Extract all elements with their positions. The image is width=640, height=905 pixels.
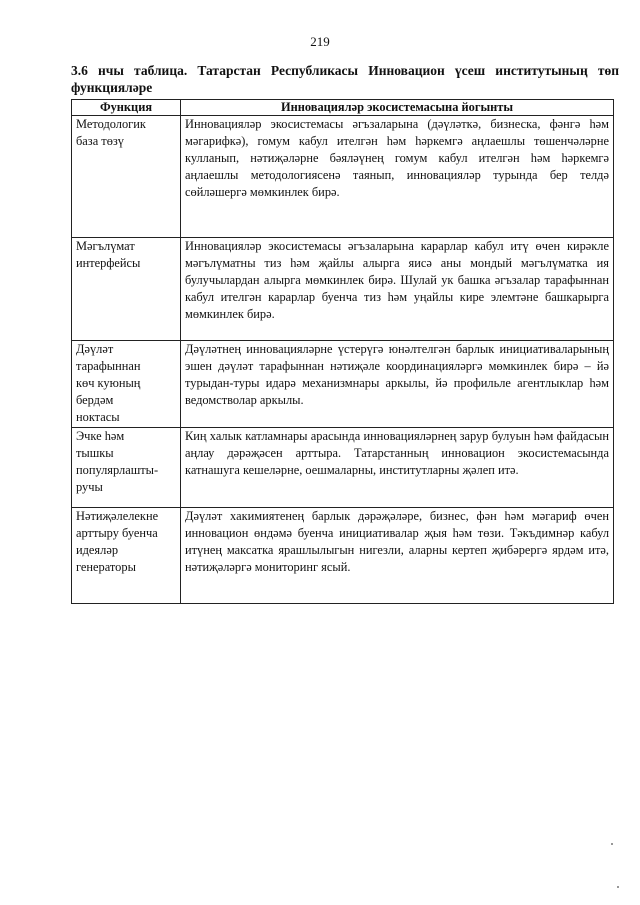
table-row	[72, 341, 614, 428]
function-cell	[72, 428, 181, 508]
function-line: көч куюның	[76, 376, 141, 390]
function-line: Эчке һәм	[76, 429, 125, 443]
function-line: популярлашты-	[76, 463, 159, 477]
function-line: база төзү	[76, 134, 124, 148]
description-text: Инновацияләр экосистемасы әгъзаларына карарлар кабул итү өчен кирәкле мәгълүматны тиз һәм җайлы алырга яисә аны мондый мәгълүматка ия булучылардан алырга мөмкинлек бирә. Шулай ук башка әгъзалар тарафыннан кабул ителгән карарлар буенча тиз һәм уңайлы кире элемтәне башкарырга мөмкинлек бирә.	[185, 239, 609, 321]
scan-speck	[611, 843, 613, 845]
function-line: Методологик	[76, 117, 146, 131]
description-cell	[181, 428, 614, 508]
function-line: Нәтиҗәлелекне	[76, 509, 159, 523]
description-cell	[181, 341, 614, 428]
function-line: интерфейсы	[76, 256, 141, 270]
header-direction: Инновацияләр экосистемасына йогынты	[181, 100, 614, 116]
table-row	[72, 508, 614, 604]
page-number: 219	[310, 34, 330, 49]
function-line: ноктасы	[76, 410, 120, 424]
function-line: Мәгълүмат	[76, 239, 135, 253]
description-text: Инновацияләр экосистемасы әгъзаларына (дәүләткә, бизнеска, фәнгә һәм мәгарифкә), гомум кабул ителгән һәм һәркемгә аңлаешлы төшенчәләрне кулланып, нәтиҗәләрне бәяләүнең гомум кабул ителгән һәм һәркемгә аңлаешлы методологиясенә таянып, инновацияләр турында бер телдә сөйләшергә мөмкинлек бирә.	[185, 117, 609, 199]
function-cell	[72, 508, 181, 604]
table-caption: 3.6 нчы таблица. Татарстан Республикасы Инновацион үсеш институтының төп функцияләре	[71, 63, 619, 95]
function-cell	[72, 116, 181, 238]
function-line: бердәм	[76, 393, 114, 407]
description-cell	[181, 238, 614, 341]
functions-table	[71, 99, 614, 604]
table-row	[72, 116, 614, 238]
table-row	[72, 238, 614, 341]
function-line: тышкы	[76, 446, 114, 460]
header-function: Функция	[72, 100, 181, 116]
function-line: ручы	[76, 480, 103, 494]
function-line: идеяләр	[76, 543, 119, 557]
table-header-row	[72, 100, 614, 116]
function-cell	[72, 238, 181, 341]
function-line: генераторы	[76, 560, 136, 574]
description-text: Дәүләтнең инновацияләрне үстерүгә юнәлтелгән барлык инициативаларының эшен дәүләт тарафыннан нәтиҗәле координацияләргә мөмкинлек бирә – йә турыдан-туры идарә механизмнары аркылы, йә профильле агентлыклар һәм ведомстволар аркылы.	[185, 342, 609, 407]
description-cell	[181, 116, 614, 238]
description-text: Дәүләт хакимиятенең барлык дәрәҗәләре, бизнес, фән һәм мәгариф өчен инновацион өндәмә буенча инициативалар җыя һәм төзи. Тәкъдимнәр кабул итүнең максатка ярашлылыгын нигезли, аларны кертеп җибәрергә ярдәм итә, нәтиҗәләргә мониторинг ясый.	[185, 509, 609, 574]
function-line: тарафыннан	[76, 359, 141, 373]
description-text: Киң халык катламнары арасында инновацияләрнең зарур булуын һәм файдасын аңлау дәрәҗәсен арттыра. Татарстанның инновацион экосистемасында катнашуга кешеләрне, оешмаларны, институтларны җәлеп итә.	[185, 429, 609, 477]
table-row	[72, 428, 614, 508]
description-cell	[181, 508, 614, 604]
function-cell	[72, 341, 181, 428]
function-line: Дәүләт	[76, 342, 114, 356]
scan-speck	[617, 886, 619, 888]
function-line: арттыру буенча	[76, 526, 158, 540]
